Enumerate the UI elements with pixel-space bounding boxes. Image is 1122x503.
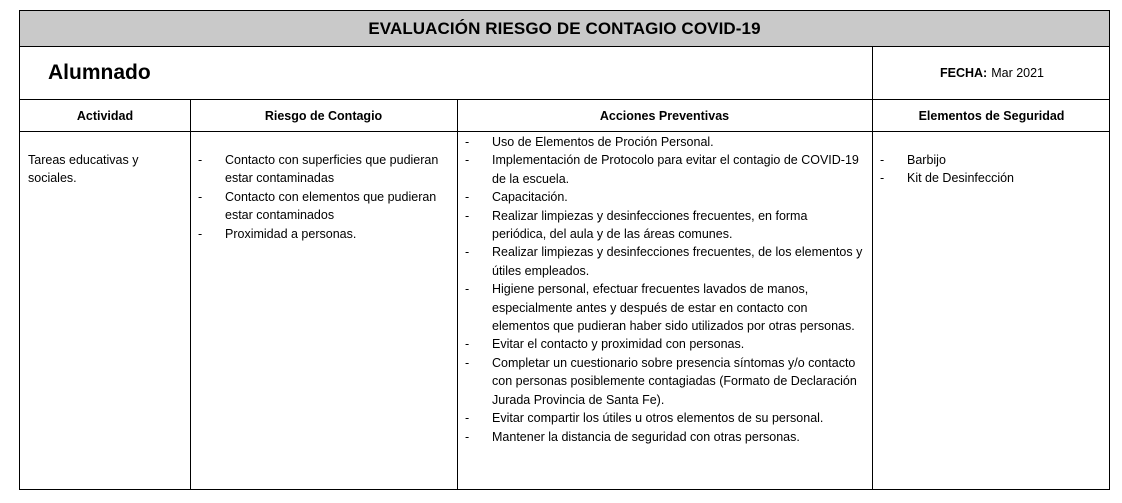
safety-elements-cell — [873, 151, 1109, 188]
list-item: - Barbijo — [873, 151, 1109, 169]
list-item: - Realizar limpiezas y desinfecciones frecuentes, en forma periódica, del aula y de las áreas comunes. — [458, 207, 864, 244]
group-name: Alumnado — [48, 61, 151, 84]
list-item: - Higiene personal, efectuar frecuentes lavados de manos, especialmente antes y después de estar en contacto con elementos que pudieran haber sido utilizados por otras personas. — [458, 280, 864, 335]
table-title: EVALUACIÓN RIESGO DE CONTAGIO COVID-19 — [20, 11, 1109, 47]
list-item: - Capacitación. — [458, 188, 864, 206]
header-riesgo: Riesgo de Contagio — [264, 108, 383, 123]
risk-cell — [191, 151, 455, 243]
header-elementos: Elementos de Seguridad — [918, 108, 1065, 123]
header-actividad: Actividad — [76, 108, 134, 123]
list-item: - Evitar compartir los útiles u otros elementos de su personal. — [458, 409, 864, 427]
list-item: - Realizar limpiezas y desinfecciones frecuentes, de los elementos y útiles empleados. — [458, 243, 864, 280]
list-item: - Proximidad a personas. — [191, 225, 455, 243]
list-item: - Mantener la distancia de seguridad con otras personas. — [458, 428, 864, 446]
list-item: - Implementación de Protocolo para evitar el contagio de COVID-19 de la escuela. — [458, 151, 864, 188]
list-item: - Kit de Desinfección — [873, 169, 1109, 187]
actions-list — [458, 133, 864, 446]
list-item: - Contacto con superficies que pudieran estar contaminadas — [191, 151, 455, 188]
actions-cell — [458, 133, 864, 446]
risk-list — [191, 151, 455, 243]
covid-risk-table — [19, 10, 1110, 490]
activity-cell: Tareas educativas y sociales. — [28, 153, 139, 186]
date-label: FECHA: — [939, 66, 988, 80]
header-acciones: Acciones Preventivas — [599, 108, 730, 123]
list-item: - Completar un cuestionario sobre presencia síntomas y/o contacto con personas posiblemente contagiadas (Formato de Declaración Jurada Provincia de Santa Fe). — [458, 354, 864, 409]
date-value: Mar 2021 — [991, 66, 1045, 80]
subheader-row — [20, 47, 1109, 100]
column-headers — [20, 100, 1109, 132]
date-cell — [872, 47, 1111, 99]
list-item: - Evitar el contacto y proximidad con personas. — [458, 335, 864, 353]
list-item: - Contacto con elementos que pudieran estar contaminados — [191, 188, 455, 225]
list-item: - Uso de Elementos de Proción Personal. — [458, 133, 864, 151]
safety-elements-list — [873, 151, 1109, 188]
